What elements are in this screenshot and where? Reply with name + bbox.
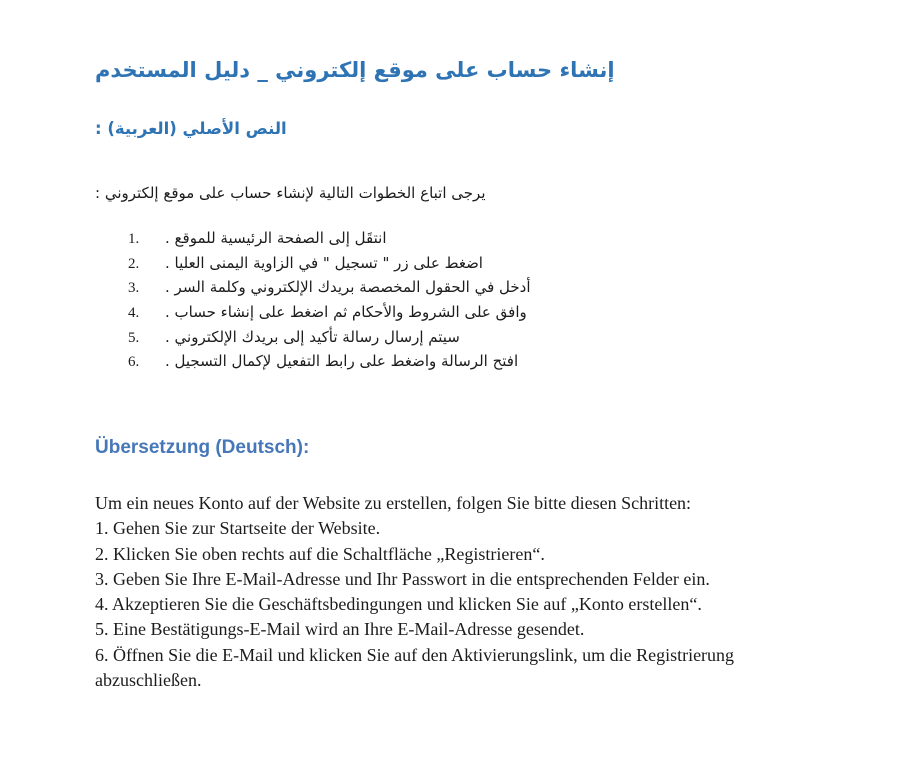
german-step-line: 5. Eine Bestätigungs-E-Mail wird an Ihre E-Mail-Adresse gesendet.: [95, 619, 585, 640]
arabic-step-item: [128, 251, 869, 276]
arabic-intro-line: يرجى اتباع الخطوات التالية لإنشاء حساب على موقع إلكتروني :: [95, 184, 486, 202]
step-number: 3.: [128, 280, 140, 297]
arabic-subtitle: النص الأصلي (العربية) :: [95, 119, 287, 138]
step-number: 6.: [128, 354, 140, 371]
arabic-title: إنشاء حساب على موقع إلكتروني _ دليل المستخدم: [95, 58, 615, 82]
step-text: افتح الرسالة واضغط على رابط التفعيل لإكمال التسجيل .: [165, 352, 519, 371]
step-number: 1.: [128, 231, 140, 247]
german-paragraph: [95, 491, 787, 693]
german-step-line: 2. Klicken Sie oben rechts auf die Schaltfläche „Registrieren“.: [95, 543, 545, 564]
step-number: 2.: [128, 255, 140, 272]
arabic-step-item: [128, 300, 869, 325]
step-text: سيتم إرسال رسالة تأكيد إلى بريدك الإلكتروني .: [165, 327, 460, 346]
step-number: 4.: [128, 305, 140, 322]
step-text: انتقَل إلى الصفحة الرئيسية للموقع .: [165, 229, 387, 247]
step-text: أدخل في الحقول المخصصة بريدك الإلكتروني وكلمة السر .: [165, 278, 531, 297]
german-step-line: 3. Geben Sie Ihre E-Mail-Adresse und Ihr Passwort in die entsprechenden Felder ein.: [95, 568, 710, 589]
arabic-step-item: [128, 226, 869, 251]
step-text: وافق على الشروط والأحكام ثم اضغط على إنشاء حساب .: [165, 303, 527, 322]
german-step-line: 4. Akzeptieren Sie die Geschäftsbedingungen und klicken Sie auf „Konto erstellen“.: [95, 594, 702, 615]
arabic-step-item: [128, 275, 869, 300]
arabic-step-item: [128, 349, 869, 374]
german-step-line: 6. Öffnen Sie die E-Mail und klicken Sie auf den Aktivierungslink, um die Registrierung abzuschließen.: [95, 644, 735, 691]
arabic-steps-list: [128, 226, 869, 374]
german-step-line: 1. Gehen Sie zur Startseite der Website.: [95, 518, 381, 539]
step-text: اضغط على زر " تسجيل " في الزاوية اليمنى العليا .: [165, 253, 483, 272]
german-intro-line: Um ein neues Konto auf der Website zu erstellen, folgen Sie bitte diesen Schritten:: [95, 493, 692, 513]
german-heading: Übersetzung (Deutsch):: [95, 437, 310, 458]
arabic-step-item: [128, 325, 869, 350]
step-number: 5.: [128, 329, 140, 346]
